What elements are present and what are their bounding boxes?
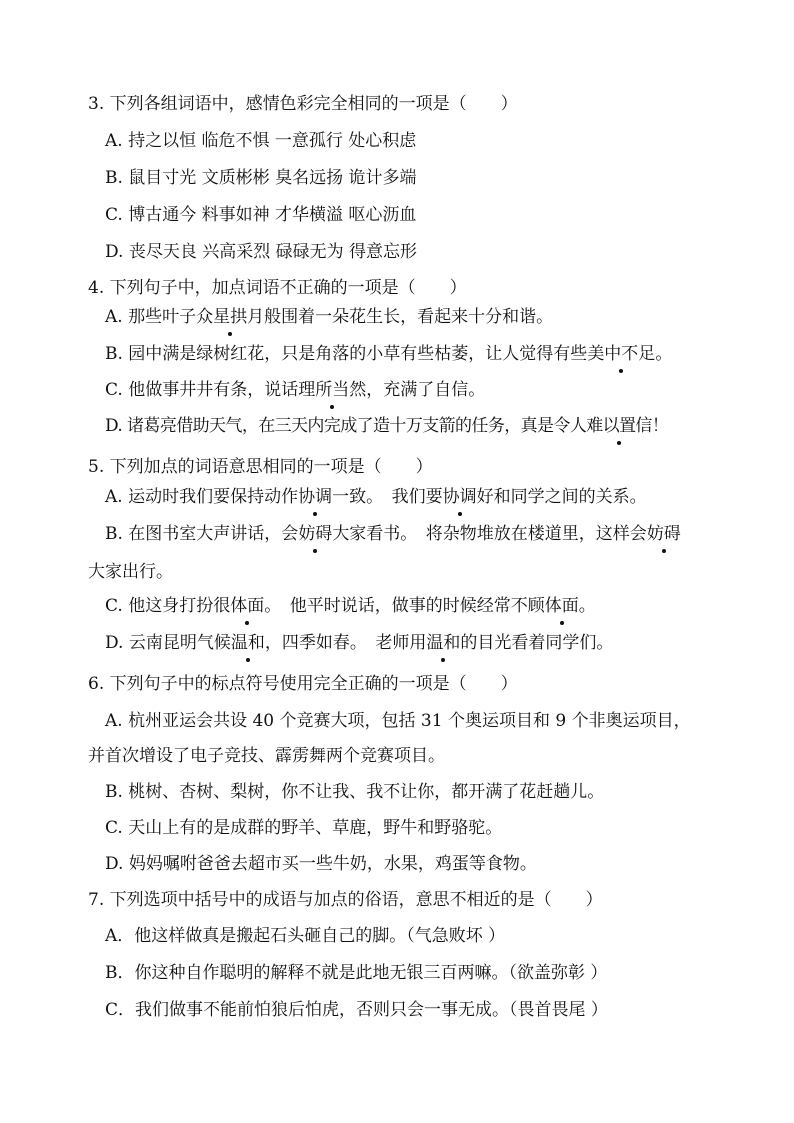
proverb-text: 搬起石头砸自己的脚 <box>236 926 390 946</box>
dotted-word: 温和 <box>426 633 461 653</box>
dotted-word: 协调 <box>298 487 333 507</box>
option-text: A. 那些叶子 <box>105 307 197 327</box>
option-text: 一致。 我们要 <box>332 487 443 507</box>
option-text: 。 <box>578 596 596 616</box>
question-6-option-b: B. 桃树、杏树、梨树，你不让我、我不让你，都开满了花赶趟儿。 <box>105 782 605 802</box>
option-text: 。 <box>655 344 673 364</box>
question-4-option-b <box>105 342 672 368</box>
dotted-word: 体面 <box>544 596 579 616</box>
dotted-word: 难以置信 <box>586 416 652 436</box>
question-4-option-c <box>105 378 485 404</box>
option-text: 般围着一朵花生长，看起来十分和谐。 <box>264 307 554 327</box>
question-5-option-c <box>105 594 596 620</box>
option-text: C. 他做事井井有条，说话 <box>105 380 299 400</box>
dotted-word: 众星拱月 <box>196 307 265 327</box>
proverb-text: 此地无银三百两 <box>355 963 475 983</box>
question-7-stem: 7. 下列选项中括号中的成语与加点的俗语，意思不相近的是（ ） <box>88 890 603 910</box>
option-text: C. 他这身打扮很 <box>105 596 231 616</box>
question-6-stem: 6. 下列句子中的标点符号使用完全正确的一项是（ ） <box>88 674 518 694</box>
option-text: ，四季如春。 老师用 <box>264 633 427 653</box>
question-3-option-d: D. 丧尽天良 兴高采烈 碌碌无为 得意忘形 <box>105 242 418 262</box>
question-5-stem: 5. 下列加点的词语意思相同的一项是（ ） <box>88 457 433 477</box>
question-3-option-b: B. 鼠目寸光 文质彬彬 臭名远扬 诡计多端 <box>105 168 417 188</box>
dotted-word: 体面 <box>230 596 265 616</box>
question-6-option-a-continuation: 并首次增设了电子竞技、霹雳舞两个竞赛项目。 <box>88 746 445 766</box>
option-text: 大家看书。 将杂物堆放在楼道里，这样会 <box>332 524 647 544</box>
option-text: C．我们做事不能 <box>105 1000 238 1020</box>
option-text: D. 云南昆明气候 <box>105 633 231 653</box>
option-text: 嘛。（欲盖弥彰 ） <box>474 963 608 983</box>
option-text: ！ <box>651 416 669 436</box>
dotted-word: 妨碍 <box>646 524 681 544</box>
question-5-option-d <box>105 631 613 657</box>
question-6-option-c: C. 天山上有的是成群的野羊、草鹿，野牛和野骆驼。 <box>105 818 503 838</box>
question-6-option-a: A. 杭州亚运会共设 40 个竞赛大项，包括 31 个奥运项目和 9 个非奥运项目， <box>105 711 691 731</box>
question-4-option-d <box>105 414 668 440</box>
dotted-word: 妨碍 <box>298 524 333 544</box>
option-text: ，否则只会一事无成。（畏首畏尾 ） <box>339 1000 608 1020</box>
question-3-stem: 3. 下列各组词语中，感情色彩完全相同的一项是（ ） <box>88 94 518 114</box>
option-text: B．你这种自作聪明的解释不就是 <box>105 963 356 983</box>
option-text: D. 诸葛亮借助天气，在三天内完成了造十万支箭的任务，真是令人 <box>105 416 587 436</box>
question-7-option-a <box>105 924 505 950</box>
question-5-option-b <box>105 522 681 548</box>
dotted-word: 理所当然 <box>298 380 367 400</box>
question-4-stem: 4. 下列句子中，加点词语不正确的一项是（ ） <box>88 278 467 298</box>
option-text: A．他这样做真是 <box>105 926 237 946</box>
question-6-option-d: D. 妈妈嘱咐爸爸去超市买一些牛奶，水果，鸡蛋等食物。 <box>105 854 537 874</box>
option-text: B. 在图书室大声讲话，会 <box>105 524 299 544</box>
dotted-word: 美中不足 <box>587 344 656 364</box>
question-5-option-a <box>105 485 647 511</box>
option-text: 的目光看着同学们。 <box>460 633 614 653</box>
option-text: 好和同学之间的关系。 <box>476 487 647 507</box>
option-text: 。（气急败坏 ） <box>389 926 506 946</box>
option-text: A. 运动时我们要保持动作 <box>105 487 299 507</box>
proverb-text: 前怕狼后怕虎 <box>237 1000 340 1020</box>
option-text: ，充满了自信。 <box>366 380 486 400</box>
option-text: B. 园中满是绿树红花，只是角落的小草有些枯萎，让人觉得有些 <box>105 344 588 364</box>
dotted-word: 温和 <box>230 633 265 653</box>
question-4-option-a <box>105 305 553 331</box>
question-7-option-c <box>105 998 608 1024</box>
question-3-option-c: C. 博古通今 料事如神 才华横溢 呕心沥血 <box>105 205 417 225</box>
question-3-option-a: A. 持之以恒 临危不惧 一意孤行 处心积虑 <box>105 131 417 151</box>
dotted-word: 协调 <box>442 487 477 507</box>
question-5-option-b-continuation: 大家出行。 <box>88 562 173 582</box>
question-7-option-b <box>105 961 607 987</box>
option-text: 。 他平时说话，做事的时候经常不顾 <box>264 596 545 616</box>
